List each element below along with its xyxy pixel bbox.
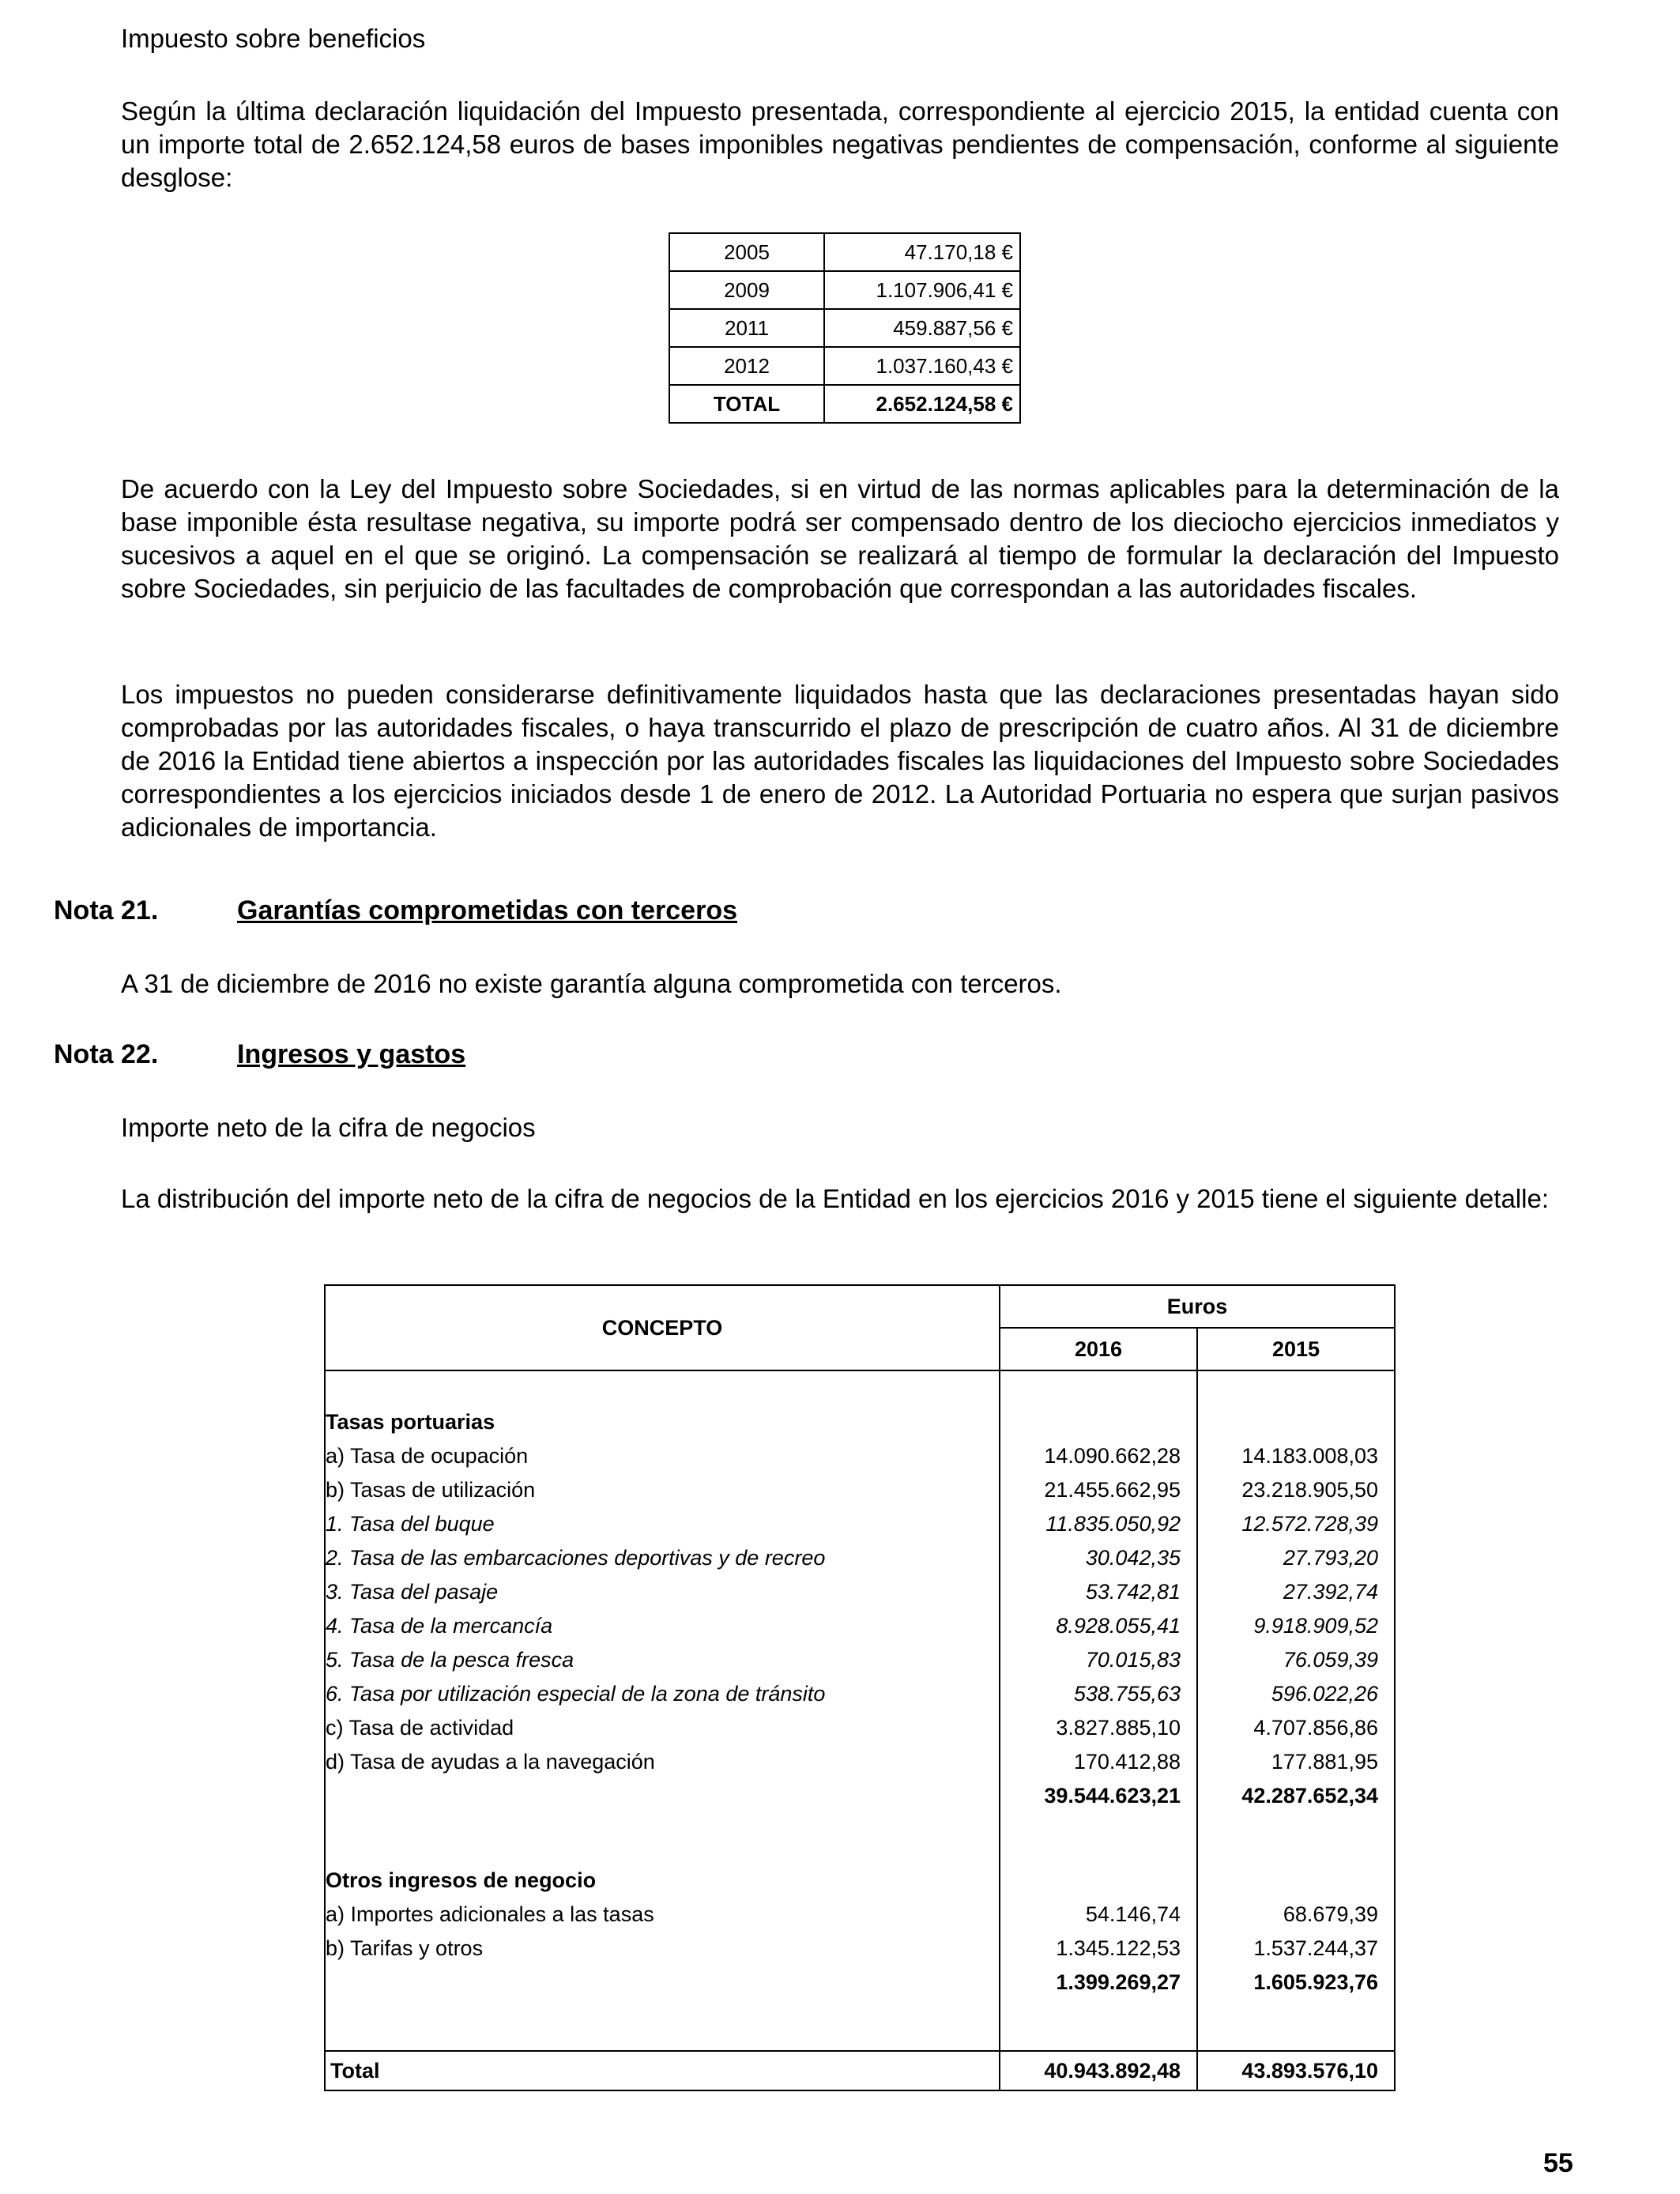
amount-cell: 47.170,18 €	[824, 233, 1020, 271]
amount-cell: 1.107.906,41 €	[824, 271, 1020, 309]
note-21-title: Garantías comprometidas con terceros	[237, 895, 738, 925]
row-label: 4. Tasa de la mercancía	[325, 1609, 1000, 1643]
row-label: b) Tasas de utilización	[325, 1473, 1000, 1507]
row-label: 2. Tasa de las embarcaciones deportivas y de recreo	[325, 1541, 1000, 1575]
table-row	[669, 347, 1020, 385]
value-2016: 1.345.122,53	[1000, 1932, 1197, 1966]
value-2015: 76.059,39	[1197, 1643, 1395, 1677]
revenue-table	[324, 1284, 1396, 2091]
value-2015: 1.537.244,37	[1197, 1932, 1395, 1966]
value-2015: 27.392,74	[1197, 1575, 1395, 1609]
table-row	[325, 1609, 1395, 1643]
row-label: 6. Tasa por utilización especial de la zona de tránsito	[325, 1677, 1000, 1711]
subtotal-2015: 1.605.923,76	[1197, 1966, 1395, 2000]
concept-header: CONCEPTO	[325, 1285, 1000, 1370]
group-label: Otros ingresos de negocio	[325, 1864, 1000, 1898]
table-row	[325, 1439, 1395, 1473]
value-2015: 68.679,39	[1197, 1898, 1395, 1932]
note-21-number: Nota 21.	[54, 895, 159, 925]
row-label: a) Importes adicionales a las tasas	[325, 1898, 1000, 1932]
note-22-subtitle: Importe neto de la cifra de negocios	[121, 1113, 536, 1142]
value-2015: 4.707.856,86	[1197, 1711, 1395, 1745]
value-2016: 53.742,81	[1000, 1575, 1197, 1609]
page-number: 55	[1543, 2148, 1573, 2178]
total-2016: 40.943.892,48	[1000, 2051, 1197, 2090]
table-row	[325, 1405, 1395, 1439]
table-row	[325, 1677, 1395, 1711]
value-2016: 3.827.885,10	[1000, 1711, 1197, 1745]
table-row	[325, 1711, 1395, 1745]
table-spacer	[325, 1370, 1395, 1405]
table-row	[325, 1541, 1395, 1575]
amount-cell: 1.037.160,43 €	[824, 347, 1020, 385]
value-2016: 54.146,74	[1000, 1898, 1197, 1932]
year-2015-header: 2015	[1197, 1328, 1395, 1370]
total-label: TOTAL	[669, 385, 824, 423]
value-2015: 14.183.008,03	[1197, 1439, 1395, 1473]
year-2016-header: 2016	[1000, 1328, 1197, 1370]
group-label: Tasas portuarias	[325, 1405, 1000, 1439]
value-2016: 30.042,35	[1000, 1541, 1197, 1575]
value-2015: 177.881,95	[1197, 1745, 1395, 1779]
total-label: Total	[325, 2051, 1000, 2090]
note-21-text: A 31 de diciembre de 2016 no existe garantía alguna comprometida con terceros.	[121, 969, 1062, 998]
paragraph-compensation: De acuerdo con la Ley del Impuesto sobre Sociedades, si en virtud de las normas aplicables para la determinación de la base imponible ésta resultase negativa, su importe podrá ser compensado dentro de los dieciocho ejercicios inmediatos y sucesivos a aquel en el que se originó. La compensación se realizará al tiempo de formular la declaración del Impuesto sobre Sociedades, sin perjuicio de las facultades de comprobación que correspondan a las autoridades fiscales.	[121, 474, 1559, 603]
subtotal-row	[325, 1779, 1395, 1813]
value-2016: 70.015,83	[1000, 1643, 1197, 1677]
table-row	[669, 271, 1020, 309]
table-spacer	[325, 2000, 1395, 2051]
value-2016: 8.928.055,41	[1000, 1609, 1197, 1643]
subtotal-2015: 42.287.652,34	[1197, 1779, 1395, 1813]
table-row	[325, 1473, 1395, 1507]
amount-cell: 459.887,56 €	[824, 309, 1020, 347]
subtotal-row	[325, 1966, 1395, 2000]
subtotal-2016: 1.399.269,27	[1000, 1966, 1197, 2000]
note-22-text: La distribución del importe neto de la cifra de negocios de la Entidad en los ejercicios 2016 y 2015 tiene el siguiente detalle:	[121, 1184, 1549, 1213]
note-22-number: Nota 22.	[54, 1039, 159, 1069]
value-2016: 11.835.050,92	[1000, 1507, 1197, 1541]
section-title: Impuesto sobre beneficios	[121, 24, 426, 53]
table-row	[669, 309, 1020, 347]
value-2016: 538.755,63	[1000, 1677, 1197, 1711]
year-cell: 2012	[669, 347, 824, 385]
row-label: 3. Tasa del pasaje	[325, 1575, 1000, 1609]
row-label: d) Tasa de ayudas a la navegación	[325, 1745, 1000, 1779]
row-label: 5. Tasa de la pesca fresca	[325, 1643, 1000, 1677]
table-row	[325, 1932, 1395, 1966]
table-header-row	[325, 1285, 1395, 1328]
row-label: a) Tasa de ocupación	[325, 1439, 1000, 1473]
paragraph-bins-intro: Según la última declaración liquidación del Impuesto presentada, correspondiente al ejercicio 2015, la entidad cuenta con un importe total de 2.652.124,58 euros de bases imponibles negativas pendientes de compensación, conforme al siguiente desglose:	[121, 96, 1559, 192]
year-cell: 2005	[669, 233, 824, 271]
subtotal-2016: 39.544.623,21	[1000, 1779, 1197, 1813]
note-22-heading	[54, 1037, 465, 1072]
note-22-title: Ingresos y gastos	[237, 1039, 466, 1069]
value-2015: 23.218.905,50	[1197, 1473, 1395, 1507]
table-row	[325, 1864, 1395, 1898]
table-row	[325, 1745, 1395, 1779]
value-2015: 27.793,20	[1197, 1541, 1395, 1575]
value-2015: 12.572.728,39	[1197, 1507, 1395, 1541]
row-label: 1. Tasa del buque	[325, 1507, 1000, 1541]
year-cell: 2009	[669, 271, 824, 309]
table-spacer	[325, 1813, 1395, 1864]
value-2015: 596.022,26	[1197, 1677, 1395, 1711]
table-row	[669, 233, 1020, 271]
row-label: c) Tasa de actividad	[325, 1711, 1000, 1745]
table-row	[325, 1643, 1395, 1677]
value-2016: 170.412,88	[1000, 1745, 1197, 1779]
value-2016: 21.455.662,95	[1000, 1473, 1197, 1507]
paragraph-inspection: Los impuestos no pueden considerarse definitivamente liquidados hasta que las declaraciones presentadas hayan sido comprobadas por las autoridades fiscales, o haya transcurrido el plazo de prescripción de cuatro años. Al 31 de diciembre de 2016 la Entidad tiene abiertos a inspección por las autoridades fiscales las liquidaciones del Impuesto sobre Sociedades correspondientes a los ejercicios iniciados desde 1 de enero de 2012. La Autoridad Portuaria no espera que surjan pasivos adicionales de importancia.	[121, 680, 1559, 842]
bins-table	[669, 232, 1021, 424]
table-row	[325, 1575, 1395, 1609]
table-total-row	[669, 385, 1020, 423]
row-label: b) Tarifas y otros	[325, 1932, 1000, 1966]
total-amount: 2.652.124,58 €	[824, 385, 1020, 423]
table-total-row	[325, 2051, 1395, 2090]
year-cell: 2011	[669, 309, 824, 347]
note-21-heading	[54, 893, 737, 928]
table-row	[325, 1507, 1395, 1541]
value-2015: 9.918.909,52	[1197, 1609, 1395, 1643]
total-2015: 43.893.576,10	[1197, 2051, 1395, 2090]
euros-header: Euros	[1000, 1285, 1395, 1328]
value-2016: 14.090.662,28	[1000, 1439, 1197, 1473]
table-row	[325, 1898, 1395, 1932]
